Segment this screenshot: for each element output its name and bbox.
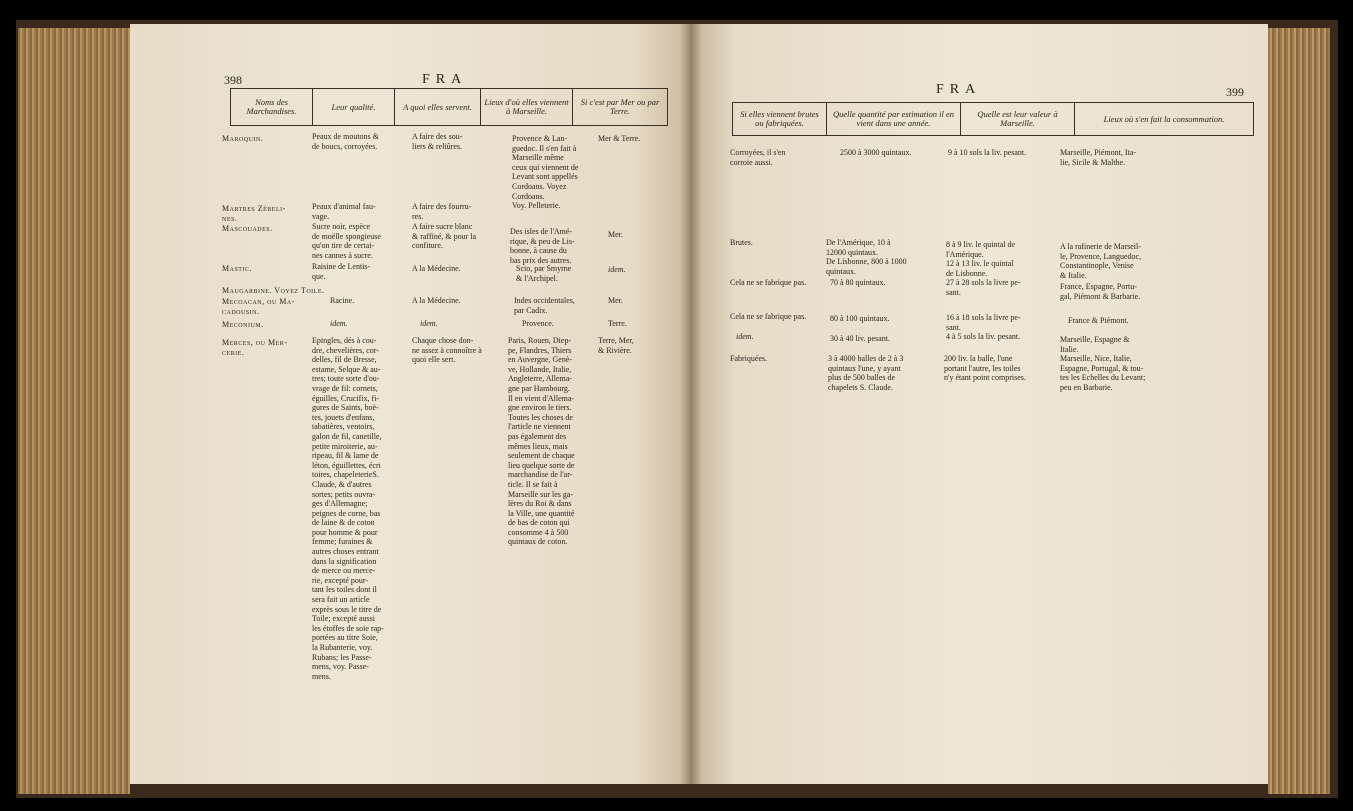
row-quantity: 2500 à 3000 quintaux.: [840, 148, 912, 157]
entry-quality: idem.: [330, 319, 348, 328]
entry-quality: Peaux de moutons & de boucs, corroyées.: [312, 132, 379, 151]
entry-quality: Peaux d'animal fau- vage.: [312, 202, 376, 221]
row-quantity: 3 à 4000 balles de 2 à 3 quintaux l'une, y ayant plus de 500 balles de chapelets S. Claude.: [828, 354, 904, 392]
column-headers: [230, 88, 668, 126]
entry-name: Maroquin.: [222, 134, 264, 143]
entry-use: idem.: [420, 319, 438, 328]
row-value: 27 à 28 sols la livre pe- sant.: [946, 278, 1021, 297]
entry-use: A faire des sou- liers & reliûres.: [412, 132, 463, 151]
row-quantity: 70 à 80 quintaux.: [830, 278, 886, 287]
entry-use: A la Médecine.: [412, 264, 461, 273]
row-state: Brutes.: [730, 238, 753, 247]
entry-quality: Racine.: [330, 296, 355, 305]
left-page: [130, 24, 690, 784]
row-state: idem.: [736, 332, 754, 341]
header-consumption: Lieux où s'en fait la consommation.: [1103, 113, 1225, 124]
row-value: 4 à 5 sols la liv. pesant.: [946, 332, 1021, 341]
row-value: 16 à 18 sols la livre pe- sant.: [946, 313, 1021, 332]
row-consumption: France, Espagne, Portu- gal, Piémont & Barbarie.: [1060, 282, 1141, 301]
entry-origin: Scio, par Smyrne & l'Archipel.: [516, 264, 572, 283]
entry-origin: Provence & Lan- guedoc. Il s'en fait à Marseille même ceux qui viennent de Levant sont appellés Cordoans. Voyez Cordoans. Voy. Pelleterie.: [512, 134, 579, 211]
entry-route: Mer & Terre.: [598, 134, 641, 143]
running-head: FRA: [936, 82, 982, 97]
entry-route: Terre, Mer, & Rivière.: [598, 336, 634, 355]
entry-name: Mascouades.: [222, 224, 273, 233]
entry-origin: Indes occidentales, par Cadix.: [514, 296, 575, 315]
header-names: Noms des Marchandises.: [231, 89, 313, 125]
running-head: FRA: [422, 72, 468, 87]
row-quantity: 30 à 40 liv. pesant.: [830, 334, 890, 343]
row-state: Fabriquées.: [730, 354, 768, 363]
row-state: Cela ne se fabrique pas.: [730, 312, 807, 321]
entry-name: Maugarbine. Voyez Toile.: [222, 286, 325, 295]
entry-name: Meconium.: [222, 320, 264, 329]
entry-use: A faire sucre blanc & raffiné, & pour la confiture.: [412, 222, 477, 251]
row-consumption: A la rafinerie de Marseil- le, Provence, Languedoc, Constantinople, Venise & Italie.: [1060, 242, 1142, 280]
right-page-edges: [1268, 28, 1330, 794]
row-consumption: Marseille, Nice, Italie, Espagne, Portugal, & tou- tes les Echelles du Levant; peu en Barbarie.: [1060, 354, 1146, 392]
row-state: Corroyées, il s'en corroie aussi.: [730, 148, 786, 167]
entry-quality: Epingles, dés à cou- dre, chevelières, cor- delles, fil de Bresse, estame, Selque & au- tres; toute sorte d'ou- vrage de fil: cornets, éguilles, Crucifix, fi- gures de Saints, boë- tes, jouets d'enfans, tabatières, ventoirs, galon de fil, canetille, petite miroiterie, au- ripeau, fil & lame de léton, éguillettes, écri toires, chapeleterieS. Claude, & d'autres sortes; petits ouvra- ges d'Allemagne; peignes de corne, bas de laine & de coton pour homme & pour femme; furaines & autres choses entrant dans la signification de merce ou merce- rie, excepté pour- tant les toiles dont il sera fait un article exprès sous le titre de Toile; excepté aussi les étoffes de soie rap- portées au titre Soie, la Rubanterie, voy. Rubans; les Passe- mens, voy. Passe- mens.: [312, 336, 384, 681]
page-number: 398: [224, 73, 242, 87]
row-state: Cela ne se fabrique pas.: [730, 278, 807, 287]
entry-route: Mer.: [608, 230, 623, 239]
entry-route: Mer.: [608, 296, 623, 305]
row-consumption: Marseille, Espagne & Italie.: [1060, 335, 1130, 354]
header-state: Si elles viennent brutes ou fabriquées.: [733, 103, 827, 135]
entry-use: Chaque chose don- ne assez à connoître à quoi elle sert.: [412, 336, 482, 365]
column-headers: [732, 102, 1254, 136]
entry-origin: Paris, Rouen, Diep- pe, Flandres, Thiers en Auvergne, Genè- ve, Hollande, Italie, Angleterre, Allema- gne par Hambourg. Il en vient d'Allema- gne environ le tiers. Toutes les choses de l'article ne viennent pas également des mêmes lieux, mais seulement de chaque lieu quelque sorte de marchandise de l'ar- ticle. Il se fait à Marseille sur les ga- lères du Roi & dans la Ville, une quantité de bas de coton qui consomme 4 à 500 quintaux de coton.: [508, 336, 575, 547]
row-value: 8 à 9 liv. le quintal de l'Amérique. 12 à 13 liv. le quintal de Lisbonne.: [946, 240, 1016, 278]
entry-origin: Provence.: [522, 319, 554, 328]
entry-use: A faire des fourru- res.: [412, 202, 472, 221]
header-quantity: Quelle quantité par estimation il en vient dans une année.: [827, 103, 961, 135]
header-use: A quoi elles servent.: [395, 89, 481, 125]
entry-quality: Sucre noir, espèce de moëlle spongieuse qu'on tire de certai- nes cannes à sucre.: [312, 222, 381, 260]
entry-route: Terre.: [608, 319, 627, 328]
entry-route: idem.: [608, 265, 626, 274]
header-quality: Leur qualité.: [313, 89, 395, 125]
header-value: Quelle est leur valeur à Marseille.: [961, 103, 1075, 135]
left-page-edges: [18, 28, 130, 794]
row-consumption: Marseille, Piémont, Ita- lie, Sicile & Malthe.: [1060, 148, 1136, 167]
entry-quality: Raisine de Lentis- que.: [312, 262, 371, 281]
header-origin: Lieux d'où elles viennent à Marseille.: [481, 89, 573, 125]
entry-name: Merces, ou Mer- cerie.: [222, 338, 288, 357]
row-quantity: De l'Amérique, 10 à 12000 quintaux. De Lisbonne, 800 à 1000 quintaux.: [826, 238, 907, 276]
row-value: 200 liv. la balle, l'une portant l'autre, les toiles n'y étant point comprises.: [944, 354, 1026, 383]
book-gutter: [680, 24, 702, 784]
entry-name: Martres Zébeli- nes.: [222, 204, 286, 223]
right-page: [690, 24, 1268, 784]
page-number: 399: [1226, 85, 1244, 99]
entry-name: Mecoacan, ou Ma- cadousin.: [222, 297, 295, 316]
row-quantity: 80 à 100 quintaux.: [830, 314, 890, 323]
entry-origin: Des isles de l'Amé- rique, & peu de Lis- bonne, à cause du bas prix des autres.: [510, 227, 575, 265]
header-route: Si c'est par Mer ou par Terre.: [580, 97, 660, 116]
entry-name: Mastic.: [222, 264, 252, 273]
row-value: 9 à 10 sols la liv. pesant.: [948, 148, 1027, 157]
row-consumption: France & Piémont.: [1068, 316, 1129, 325]
entry-use: A la Médecine.: [412, 296, 461, 305]
